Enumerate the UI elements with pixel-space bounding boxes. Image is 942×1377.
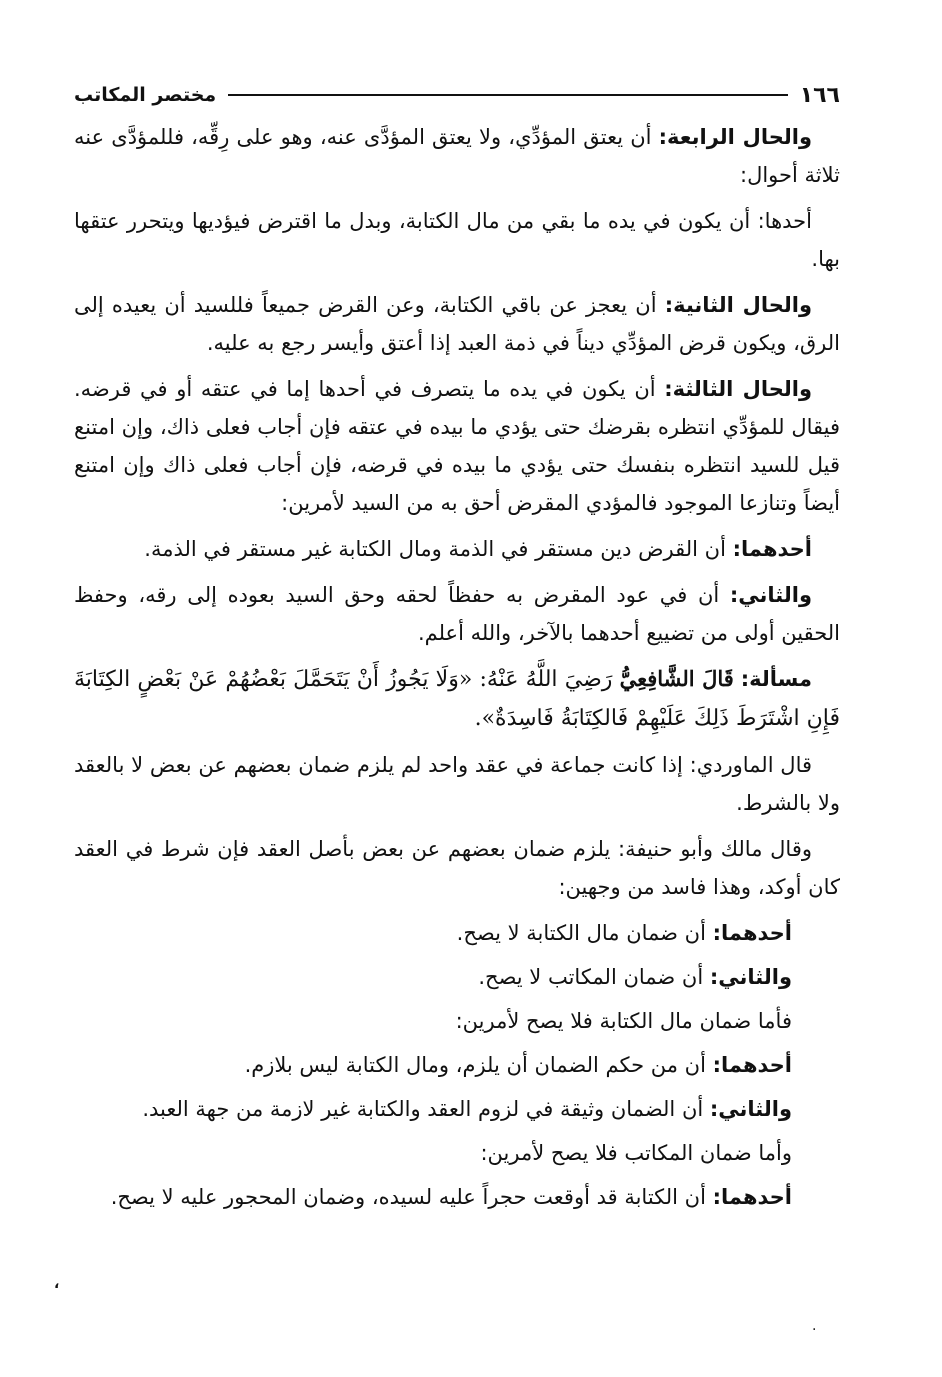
list-item-lead: أحدهما:	[712, 1053, 792, 1077]
list-item	[74, 958, 840, 996]
running-head	[74, 80, 840, 110]
paragraph-fourth-case	[74, 118, 840, 194]
paragraph-lead: والحال الثانية:	[664, 293, 812, 317]
list-item	[74, 1046, 840, 1084]
paragraph-second-state	[74, 286, 840, 362]
list-item-lead: والثاني:	[709, 1097, 792, 1121]
paragraph-reason-one	[74, 530, 840, 568]
list-item	[74, 1002, 840, 1040]
paragraph-lead: أحدهما:	[732, 537, 812, 561]
paragraph-lead: والحال الثالثة:	[664, 377, 812, 401]
book-title: مختصر المكاتب	[74, 84, 217, 106]
paragraph-text: قال الماوردي: إذا كانت جماعة في عقد واحد لم يلزم ضمان بعضهم عن بعض لا بالعقد ولا بالشرط.	[74, 753, 840, 815]
paragraph-mawardi	[74, 746, 840, 822]
list-item-text: فأما ضمان مال الكتابة فلا يصح لأمرين:	[455, 1009, 792, 1033]
paragraph-lead: والثاني:	[729, 583, 812, 607]
list-item-text: أن ضمان مال الكتابة لا يصح.	[456, 921, 713, 945]
page-number: ١٦٦	[799, 82, 840, 108]
margin-mark: ،	[54, 1276, 60, 1292]
paragraph-text: أن القرض دين مستقر في الذمة ومال الكتابة غير مستقر في الذمة.	[144, 537, 733, 561]
paragraph-text: وقال مالك وأبو حنيفة: يلزم ضمان بعضهم عن بعض بأصل العقد فإن شرط في العقد كان أوكد، وهذا فاسد من وجهين:	[74, 837, 840, 899]
quoted-text: «وَلَا يَجُوزُ أَنْ يَتَحَمَّلَ بَعْضُهُمْ عَنْ بَعْضٍ الكِتَابَةَ فَإِنِ اشْتَرَطَ ذَلِكَ عَلَيْهِمْ فَالكِتَابَةُ فَاسِدَةٌ».	[74, 667, 840, 731]
list-item	[74, 1090, 840, 1128]
masala-label: مسألة:	[740, 667, 812, 691]
list-item-text: أن الضمان وثيقة في لزوم العقد والكتابة غير لازمة من جهة العبد.	[142, 1097, 710, 1121]
body-text	[74, 118, 840, 1222]
paragraph-text: أن يعجز عن باقي الكتابة، وعن القرض جميعاً فللسيد أن يعيده إلى الرق، ويكون قرض المؤدِّي ديناً في ذمة العبد إذا أعتق وأيسر رجع به عليه.	[74, 293, 840, 355]
stray-dot: .	[812, 1318, 817, 1334]
masala-paragraph	[74, 660, 840, 738]
paragraph-first-state	[74, 202, 840, 278]
list-item-text: وأما ضمان المكاتب فلا يصح لأمرين:	[480, 1141, 792, 1165]
honorific: رَضِيَ اللَّهُ عَنْهُ:	[472, 667, 620, 692]
list-item-lead: أحدهما:	[712, 921, 792, 945]
paragraph-text: أن في عود المقرض به حفظاً لحقه وحق السيد بعوده إلى رقه، وحفظ الحقين أولى من تضييع أحدهما بالآخر، والله أعلم.	[74, 583, 840, 645]
paragraph-reason-two	[74, 576, 840, 652]
list-item-text: أن من حكم الضمان أن يلزم، ومال الكتابة ليس بلازم.	[244, 1053, 713, 1077]
paragraph-malik	[74, 830, 840, 906]
paragraph-text: أن يعتق المؤدِّي، ولا يعتق المؤدَّى عنه، وهو على رِقِّه، فللمؤدَّى عنه ثلاثة أحوال:	[74, 125, 840, 187]
list-item-text: أن الكتابة قد أوقعت حجراً عليه لسيده، وضمان المحجور عليه لا يصح.	[110, 1185, 713, 1209]
paragraph-text: أحدها: أن يكون في يده ما بقي من مال الكتابة، وبدل ما اقترض فيؤديها ويتحرر عتقها بها.	[74, 209, 840, 271]
list-item-text: أن ضمان المكاتب لا يصح.	[478, 965, 710, 989]
list-item	[74, 1178, 840, 1216]
list-item	[74, 914, 840, 952]
list-item	[74, 1134, 840, 1172]
paragraph-third-state	[74, 370, 840, 522]
header-rule	[228, 94, 788, 96]
paragraph-lead: والحال الرابعة:	[658, 125, 813, 149]
list-item-lead: أحدهما:	[712, 1185, 792, 1209]
list-item-lead: والثاني:	[709, 965, 792, 989]
imam-name: قَالَ الشَّافِعِيُّ	[619, 666, 734, 691]
book-page	[74, 0, 840, 1377]
paragraph-text: أن يكون في يده ما يتصرف في أحدها إما في عتقه أو في قرضه. فيقال للمؤدِّي انتظره بقرضك حتى يؤدي ما بيده في عتقه فإن أجاب فعلى ذاك، وإن امتنع قيل للسيد انتظره بنفسك حتى يؤدي ما بيده في قرضه، فإن أجاب فعلى ذاك وإن امتنع أيضاً وتنازعا الموجود فالمؤدي المقرض أحق به من السيد لأمرين:	[74, 377, 840, 515]
